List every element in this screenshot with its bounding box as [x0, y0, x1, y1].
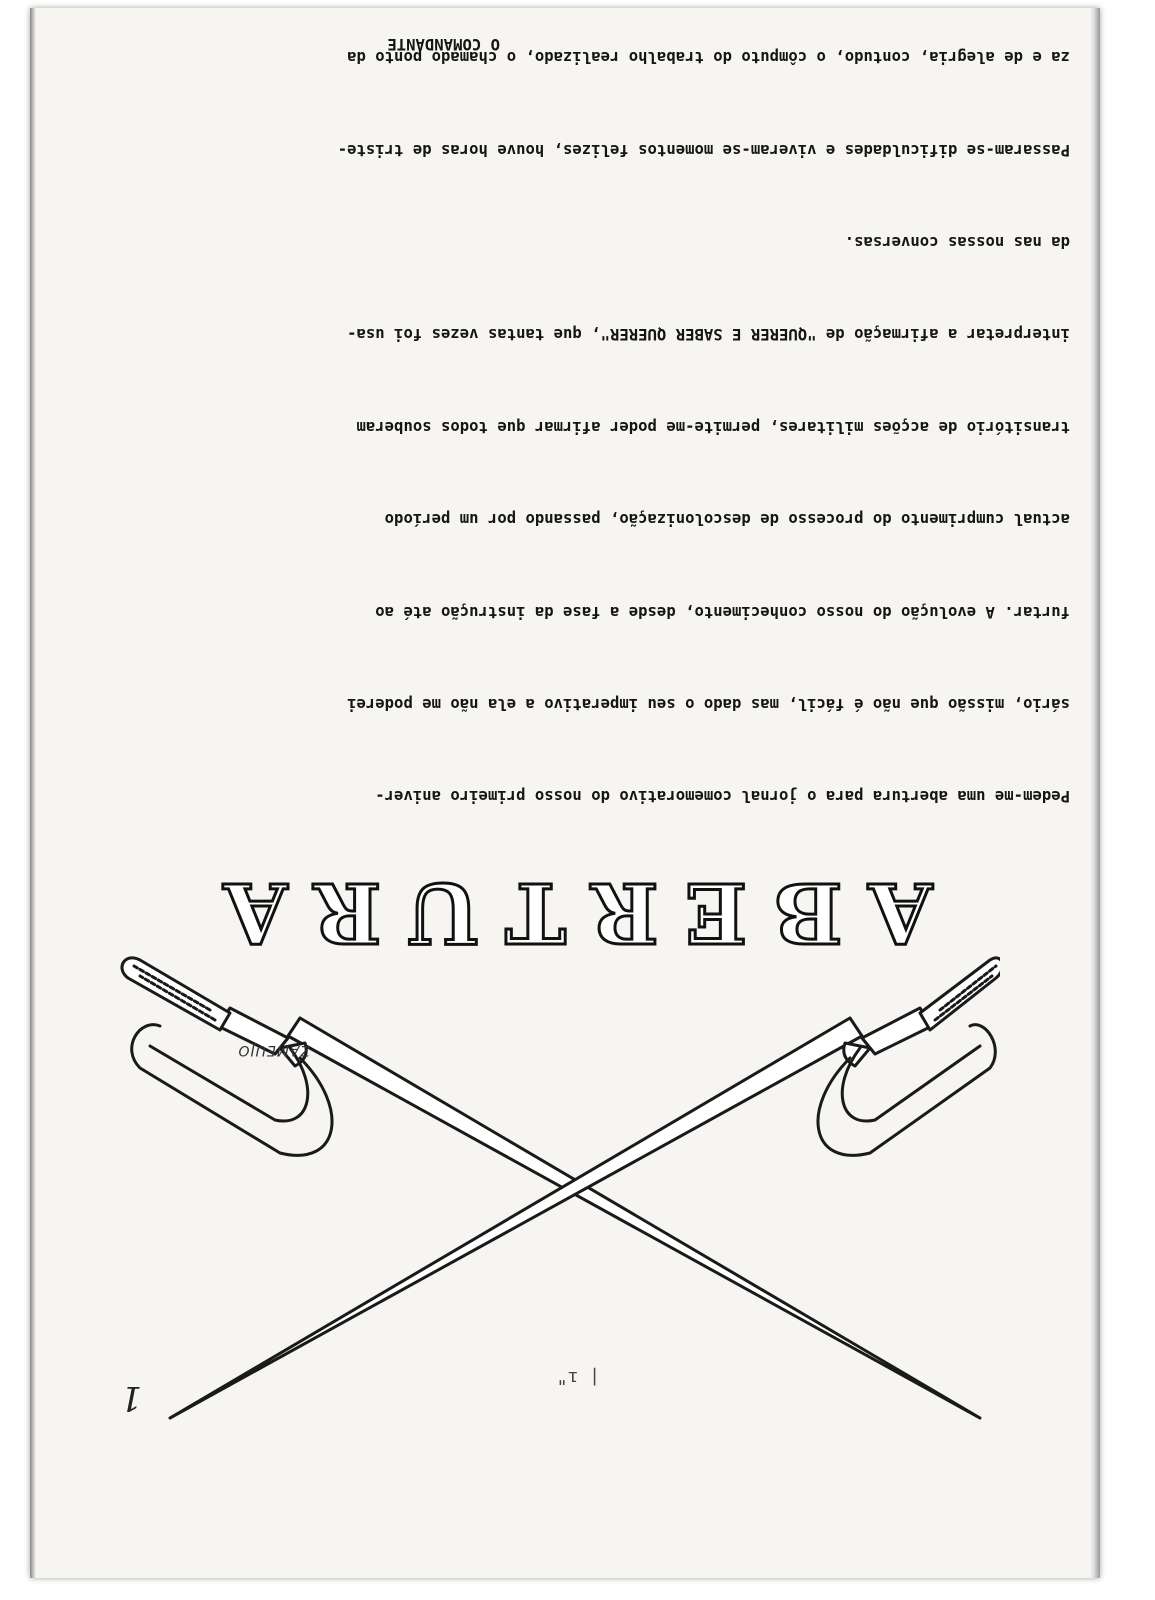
author-signature: O COMANDANTE — [387, 35, 500, 53]
text-line: transitório de acções militares, permite-me poder afirmar que todos souberam — [356, 417, 1070, 436]
text-line: furtar. A evolução do nosso conhecimento, desde a fase da instrução até ao — [375, 602, 1070, 621]
body-text — [60, 8, 1070, 873]
text-line: da nas nossas conversas. — [844, 233, 1070, 252]
upside-down-content — [30, 8, 1100, 1578]
crossed-swords-illustration — [120, 918, 1000, 1438]
page-title: ABERTURA — [197, 864, 933, 960]
text-line: sário, missão que não é fácil, mas dado o seu imperativo a ela não me poderei — [347, 695, 1070, 714]
text-line: interpretar a afirmação de "QUERER E SABER QUERER", que tantas vezes foi usa- — [347, 325, 1070, 344]
document-page — [30, 8, 1100, 1578]
illustration-signature: ZAMEUJO — [237, 1042, 310, 1058]
text-line: actual cumprimento do processo de descolonização, passando por um período — [384, 510, 1070, 529]
text-line: za e de alegria, contudo, o cômputo do trabalho realizado, o chamado ponto da — [347, 48, 1070, 67]
page-number: 1 — [120, 1378, 142, 1418]
text-line: Pedem-me uma abertura para o jornal comemorativo do nosso primeiro aniver- — [375, 787, 1070, 806]
handwritten-mark: | ı" — [556, 1367, 600, 1388]
text-line: Passaram-se dificuldades e viveram-se momentos felizes, houve horas de triste- — [337, 140, 1070, 159]
